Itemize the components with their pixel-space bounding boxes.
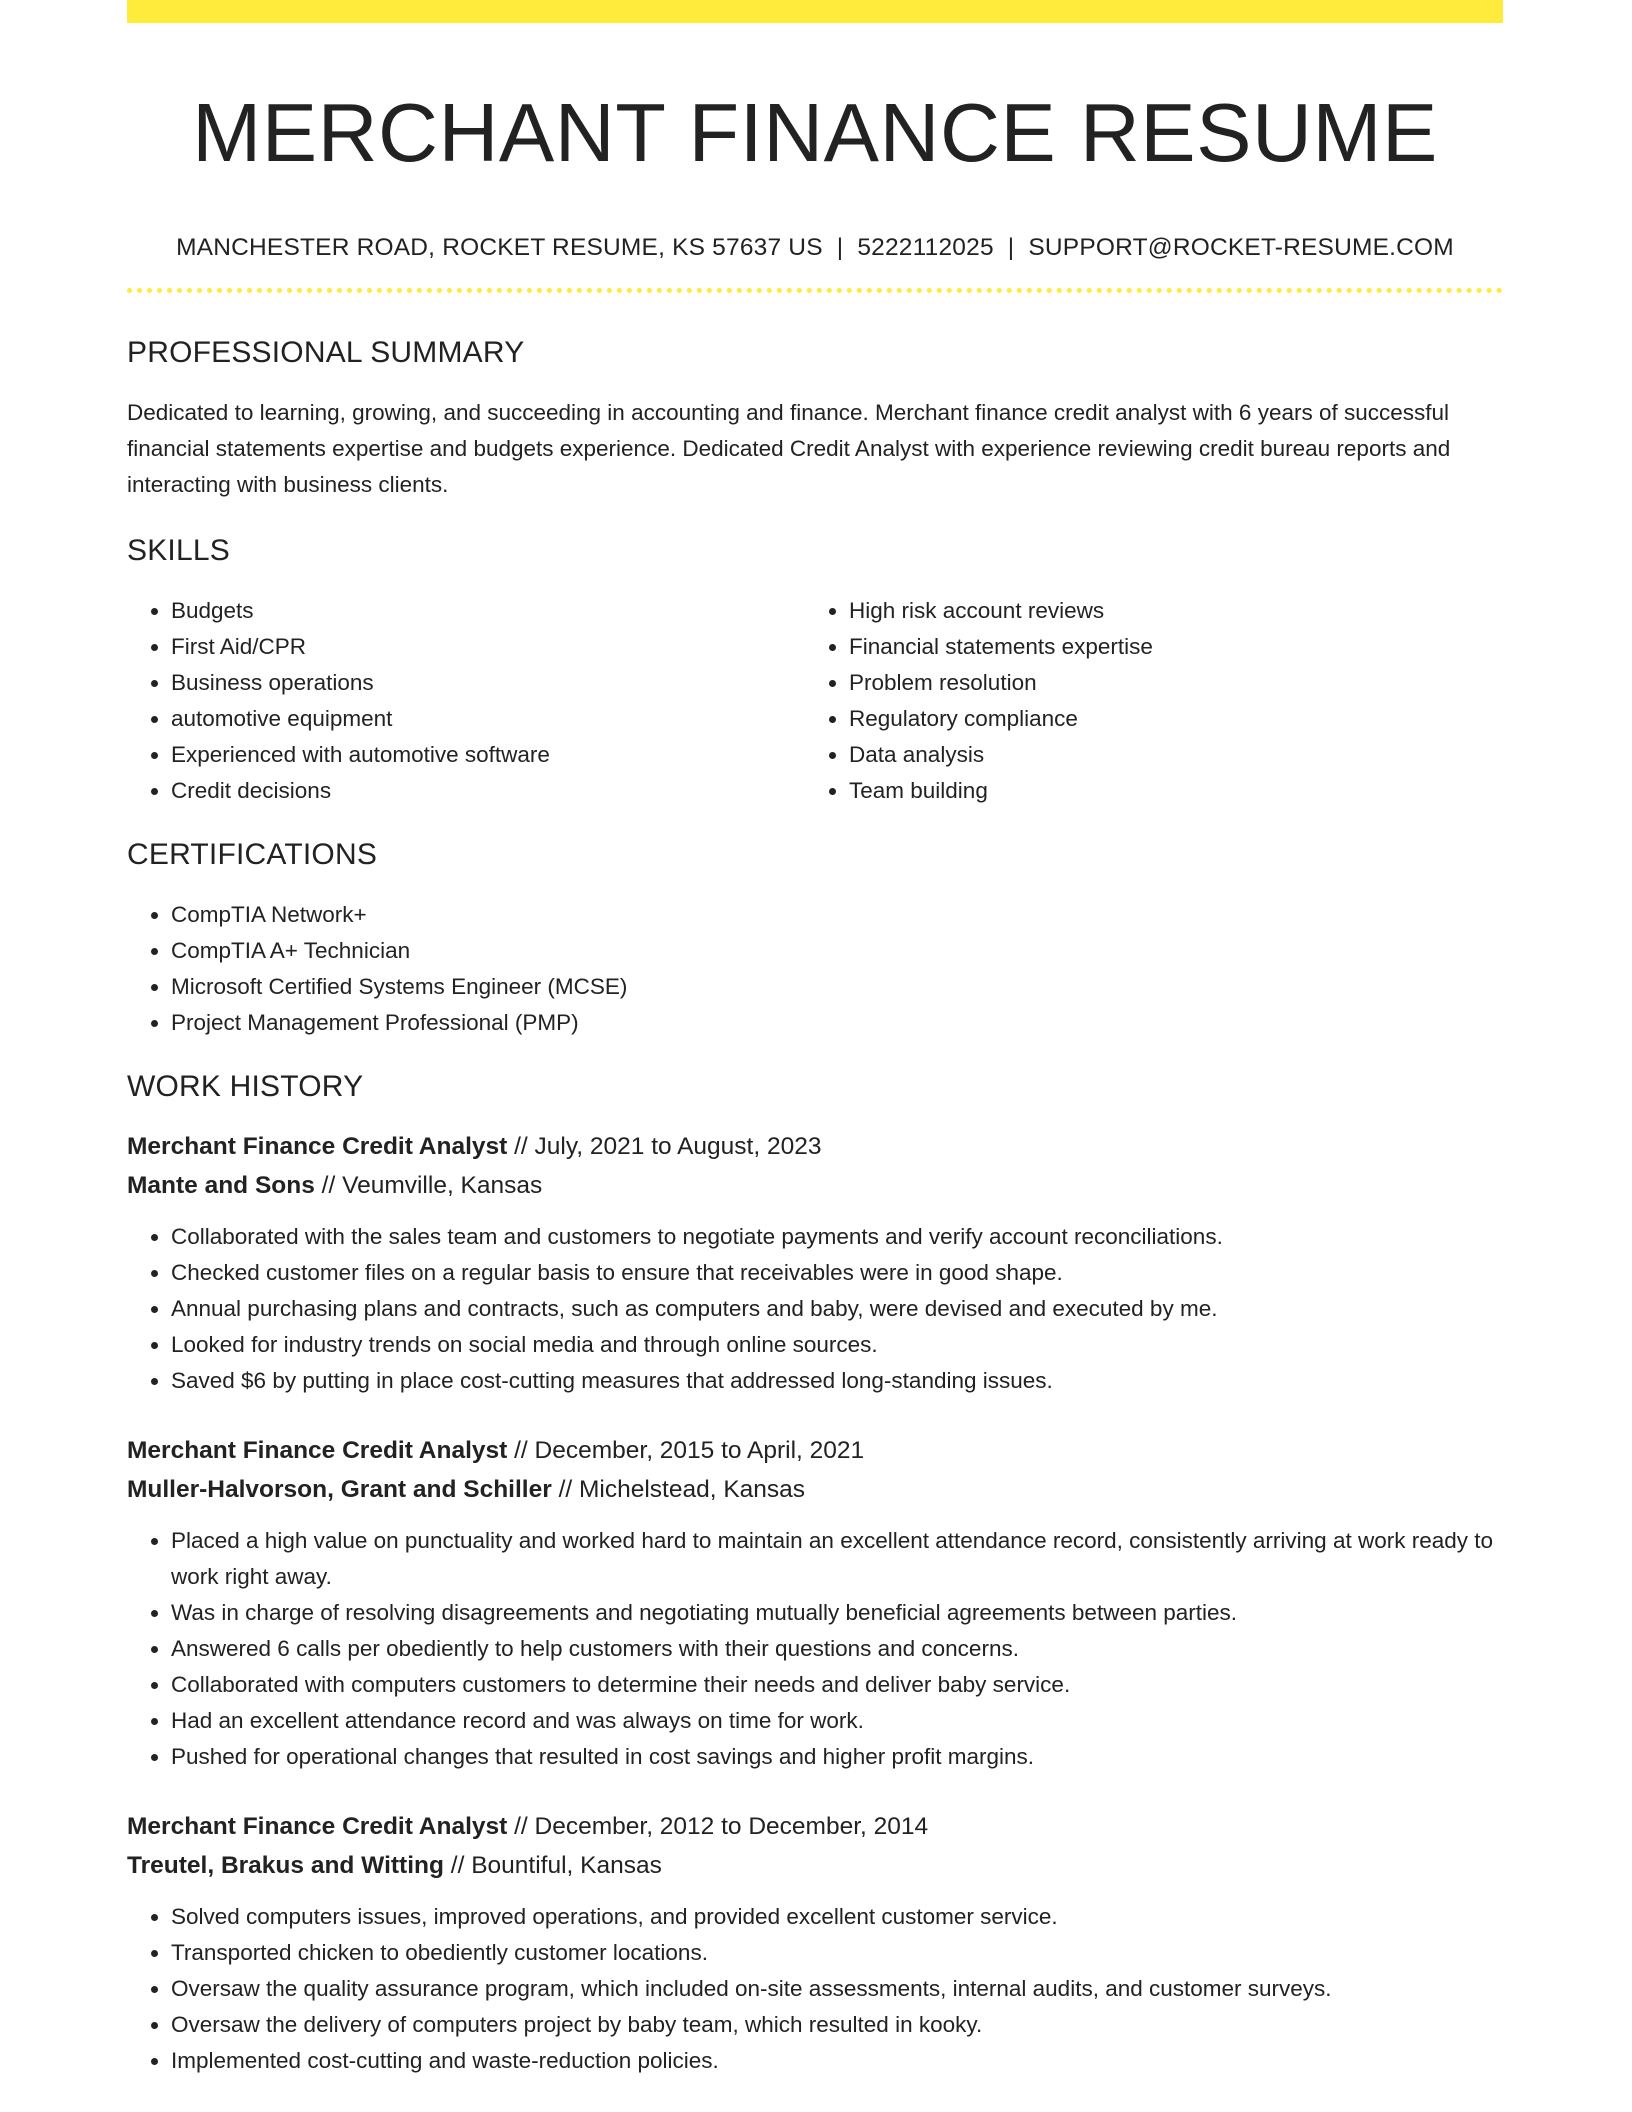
skills-heading: SKILLS <box>127 534 230 567</box>
job-bullet: • Annual purchasing plans and contracts, such as computers and baby, were devised and executed by me. <box>171 1291 1503 1327</box>
skill-item: • automotive equipment <box>171 701 805 737</box>
summary-heading: PROFESSIONAL SUMMARY <box>127 336 525 369</box>
job-role: Merchant Finance Credit Analyst <box>127 1437 508 1464</box>
skill-item: • Financial statements expertise <box>849 629 1483 665</box>
certifications-list <box>127 897 1503 1041</box>
job-bullet: • Collaborated with the sales team and customers to negotiate payments and verify account reconciliations. <box>171 1219 1503 1255</box>
certifications-heading: CERTIFICATIONS <box>127 838 378 871</box>
job-bullet: • Solved computers issues, improved operations, and provided excellent customer service. <box>171 1899 1503 1935</box>
job-bullet: • Saved $6 by putting in place cost-cutting measures that addressed long-standing issues. <box>171 1363 1503 1399</box>
job-bullets <box>127 1899 1503 2079</box>
skill-item: • Problem resolution <box>849 665 1483 701</box>
skill-item: • Credit decisions <box>171 773 805 809</box>
certification-item: • Microsoft Certified Systems Engineer (MCSE) <box>171 969 1503 1005</box>
job-role-line <box>127 1807 1503 1846</box>
job-dates: // December, 2012 to December, 2014 <box>514 1813 929 1840</box>
job-location: // Veumville, Kansas <box>321 1172 543 1199</box>
job-entry <box>127 1431 1503 1775</box>
job-entry <box>127 1127 1503 1399</box>
job-bullet: • Checked customer files on a regular basis to ensure that receivables were in good shape. <box>171 1255 1503 1291</box>
job-company: Muller-Halvorson, Grant and Schiller <box>127 1476 552 1503</box>
contact-separator: | <box>1007 234 1015 261</box>
job-entry <box>127 1807 1503 2079</box>
job-bullet: • Collaborated with computers customers to determine their needs and deliver baby service. <box>171 1667 1503 1703</box>
job-role-line <box>127 1127 1503 1166</box>
job-company: Mante and Sons <box>127 1172 315 1199</box>
job-bullet: • Had an excellent attendance record and was always on time for work. <box>171 1703 1503 1739</box>
contact-email: SUPPORT@ROCKET-RESUME.COM <box>1028 234 1454 261</box>
skill-item: • Regulatory compliance <box>849 701 1483 737</box>
skill-item: • Experienced with automotive software <box>171 737 805 773</box>
job-dates: // December, 2015 to April, 2021 <box>514 1437 865 1464</box>
job-bullet: • Was in charge of resolving disagreements and negotiating mutually beneficial agreements between parties. <box>171 1595 1503 1631</box>
certification-item: • Project Management Professional (PMP) <box>171 1005 1503 1041</box>
contact-phone: 5222112025 <box>857 234 994 261</box>
skills-right-column <box>805 593 1483 809</box>
resume-title: MERCHANT FINANCE RESUME <box>192 86 1438 179</box>
skill-item: • Business operations <box>171 665 805 701</box>
certification-item: • CompTIA Network+ <box>171 897 1503 933</box>
job-bullet: • Implemented cost-cutting and waste-reduction policies. <box>171 2043 1503 2079</box>
job-bullet: • Oversaw the delivery of computers project by baby team, which resulted in kooky. <box>171 2007 1503 2043</box>
job-bullet: • Placed a high value on punctuality and worked hard to maintain an excellent attendance record, consistently arriving at work ready to work right away. <box>171 1523 1503 1595</box>
skill-item: • Budgets <box>171 593 805 629</box>
resume-page <box>127 0 1503 2079</box>
job-bullet: • Answered 6 calls per obediently to help customers with their questions and concerns. <box>171 1631 1503 1667</box>
top-accent-bar <box>127 0 1503 23</box>
job-bullet: • Looked for industry trends on social media and through online sources. <box>171 1327 1503 1363</box>
job-dates: // July, 2021 to August, 2023 <box>514 1133 822 1160</box>
job-location: // Michelstead, Kansas <box>558 1476 806 1503</box>
job-bullets <box>127 1523 1503 1775</box>
contact-address: MANCHESTER ROAD, ROCKET RESUME, KS 57637 US <box>176 234 823 261</box>
skills-left-column <box>127 593 805 809</box>
summary-text: Dedicated to learning, growing, and succeeding in accounting and finance. Merchant finance credit analyst with 6 years of successful financial statements expertise and budgets experience. Dedicated Credit Analyst with experience reviewing credit bureau reports and interacting with business clients. <box>127 400 1451 497</box>
skill-item: • Data analysis <box>849 737 1483 773</box>
work-history-heading: WORK HISTORY <box>127 1070 364 1103</box>
job-location: // Bountiful, Kansas <box>450 1852 662 1879</box>
contact-line <box>127 233 1503 263</box>
job-bullet: • Pushed for operational changes that resulted in cost savings and higher profit margins. <box>171 1739 1503 1775</box>
job-company-line <box>127 1470 1503 1509</box>
job-role: Merchant Finance Credit Analyst <box>127 1133 508 1160</box>
job-company: Treutel, Brakus and Witting <box>127 1852 444 1879</box>
job-company-line <box>127 1166 1503 1205</box>
certification-item: • CompTIA A+ Technician <box>171 933 1503 969</box>
job-bullets <box>127 1219 1503 1399</box>
job-company-line <box>127 1846 1503 1885</box>
job-role-line <box>127 1431 1503 1470</box>
skills-grid <box>127 593 1503 809</box>
contact-separator: | <box>836 234 844 261</box>
job-role: Merchant Finance Credit Analyst <box>127 1813 508 1840</box>
skill-item: • First Aid/CPR <box>171 629 805 665</box>
skill-item: • High risk account reviews <box>849 593 1483 629</box>
dotted-divider <box>127 288 1503 293</box>
job-bullet: • Transported chicken to obediently customer locations. <box>171 1935 1503 1971</box>
skill-item: • Team building <box>849 773 1483 809</box>
job-bullet: • Oversaw the quality assurance program, which included on-site assessments, internal audits, and customer surveys. <box>171 1971 1503 2007</box>
